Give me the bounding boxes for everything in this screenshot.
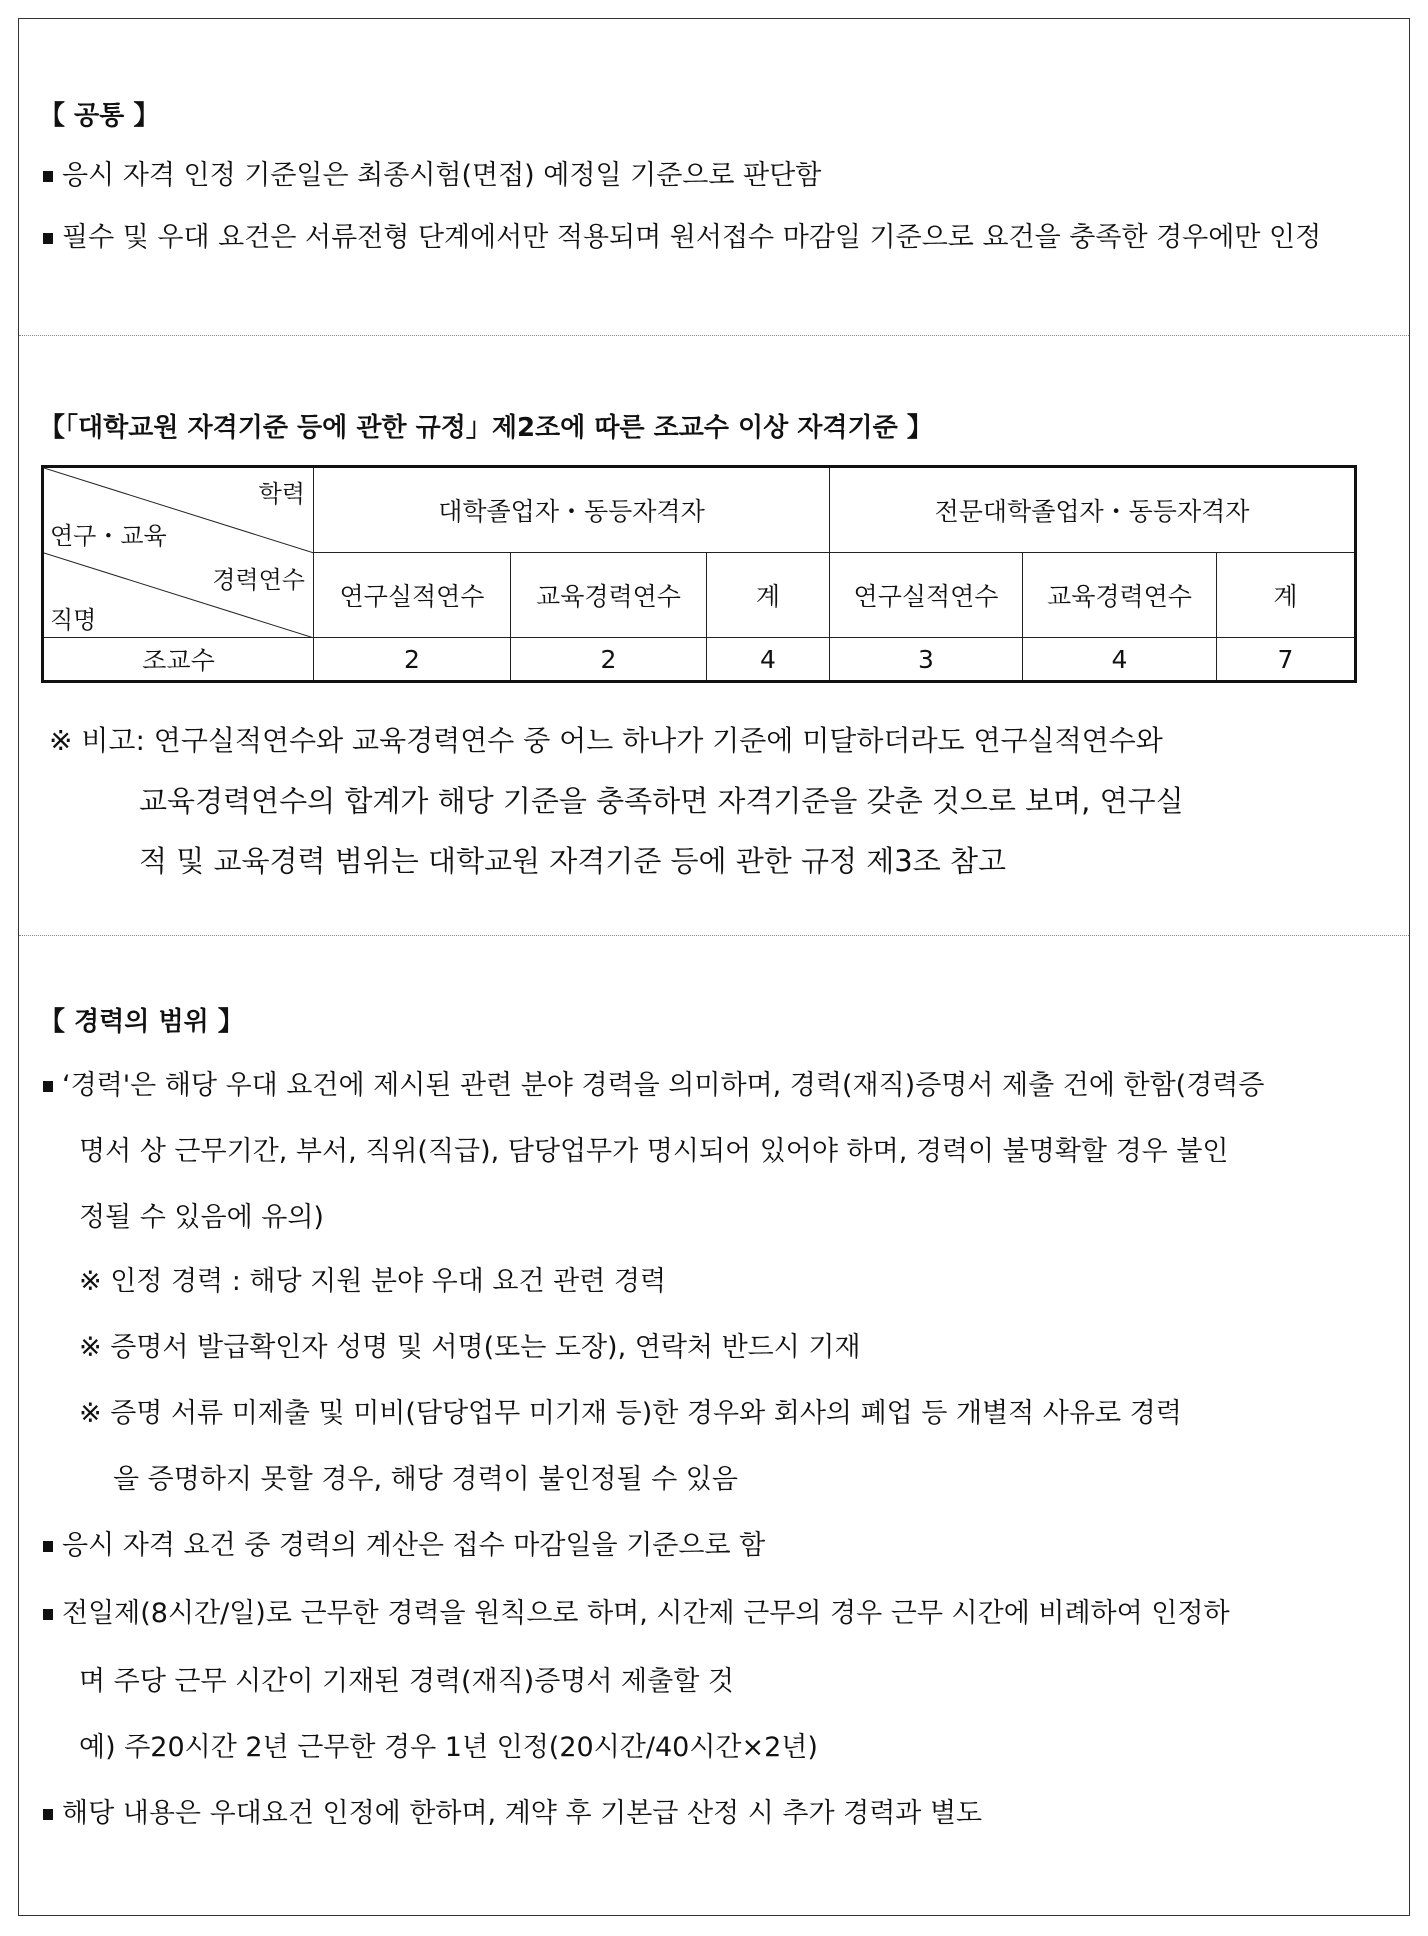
table-cell: 7 (1277, 644, 1294, 674)
common-item-2: 필수 및 우대 요건은 서류전형 단계에서만 적용되며 원서접수 마감일 기준으로 요건을 충족한 경우에만 인정 (43, 215, 1321, 254)
subheader-cell: 연구실적연수 (314, 553, 511, 638)
career-item-3: 전일제(8시간/일)로 근무한 경력을 원칙으로 하며, 시간제 근무의 경우 근무 시간에 비례하여 인정하 (43, 1591, 1230, 1630)
group-header: 대학졸업자・동등자격자 (314, 468, 830, 553)
career-line: 정될 수 있음에 유의) (79, 1202, 324, 1233)
note-line-2: 교육경력연수의 합계가 해당 기준을 충족하면 자격기준을 갖춘 것으로 보며, 연구실 (139, 784, 1184, 818)
note-line-3: 적 및 교육경력 범위는 대학교원 자격기준 등에 관한 규정 제3조 참고 (139, 844, 1007, 878)
corner-top-right: 학력 (258, 480, 305, 508)
table-cell: 2 (314, 638, 511, 680)
career-line: 을 증명하지 못할 경우, 해당 경력이 불인정될 수 있음 (113, 1464, 738, 1495)
career-item-4: 해당 내용은 우대요건 인정에 한하며, 계약 후 기본급 산정 시 추가 경력과 별도 (43, 1791, 982, 1830)
bullet-icon (43, 1541, 53, 1552)
career-example: 예) 주20시간 2년 근무한 경우 1년 인정(20시간/40시간×2년) (79, 1732, 818, 1763)
career-item-2: 응시 자격 요건 중 경력의 계산은 접수 마감일을 기준으로 함 (43, 1523, 765, 1562)
career-line: 명서 상 근무기간, 부서, 직위(직급), 담당업무가 명시되어 있어야 하며, 경력이 불명확할 경우 불인 (79, 1136, 1229, 1167)
bullet-icon (43, 1081, 53, 1092)
career-line: 며 주당 근무 시간이 기재된 경력(재직)증명서 제출할 것 (79, 1666, 734, 1697)
qualification-table (41, 465, 1357, 683)
bullet-icon (43, 1809, 53, 1820)
note-line-1: ※ 비고: 연구실적연수와 교육경력연수 중 어느 하나가 기준에 미달하더라도 연구실적연수와 (49, 724, 1163, 757)
subheader-cell: 교육경력연수 (511, 553, 707, 638)
table-cell: 3 (830, 638, 1023, 680)
corner-bottom-left: 직명 (50, 606, 97, 634)
career-item-1: ‘경력'은 해당 우대 요건에 제시된 관련 분야 경력을 의미하며, 경력(재직)증명서 제출 건에 한함(경력증 (43, 1063, 1264, 1102)
bullet-icon (43, 171, 53, 182)
subheader-cell: 계 (707, 553, 830, 638)
row-title: 조교수 (44, 638, 314, 680)
common-item-1: 응시 자격 인정 기준일은 최종시험(면접) 예정일 기준으로 판단함 (43, 153, 821, 192)
table-cell: 4 (707, 638, 830, 680)
document-frame (18, 18, 1410, 1916)
subheader-cell: 연구실적연수 (830, 553, 1023, 638)
subheader-cell: 계 (1217, 553, 1354, 638)
career-note: ※ 인정 경력 : 해당 지원 분야 우대 요건 관련 경력 (79, 1266, 667, 1297)
table-cell: 4 (1023, 638, 1217, 680)
subheader-cell: 교육경력연수 (1023, 553, 1217, 638)
group-header: 전문대학졸업자・동등자격자 (830, 468, 1354, 553)
common-heading: 【 공통 】 (39, 101, 160, 131)
career-note: ※ 증명서 발급확인자 성명 및 서명(또는 도장), 연락처 반드시 기재 (79, 1332, 861, 1363)
bullet-icon (43, 1609, 53, 1620)
corner-top-left: 연구・교육 (50, 522, 167, 550)
corner-bottom-right: 경력연수 (212, 566, 305, 594)
bullet-icon (43, 233, 53, 244)
career-note: ※ 증명 서류 미제출 및 미비(담당업무 미기재 등)한 경우와 회사의 폐업 등 개별적 사유로 경력 (79, 1398, 1182, 1429)
section-divider (19, 335, 1409, 336)
section-divider (19, 935, 1409, 936)
career-heading: 【 경력의 범위 】 (39, 1007, 244, 1037)
qualification-heading: 【「대학교원 자격기준 등에 관한 규정」제2조에 따른 조교수 이상 자격기준 】 (39, 413, 933, 443)
table-corner-cell (44, 468, 314, 638)
table-cell: 2 (511, 638, 707, 680)
